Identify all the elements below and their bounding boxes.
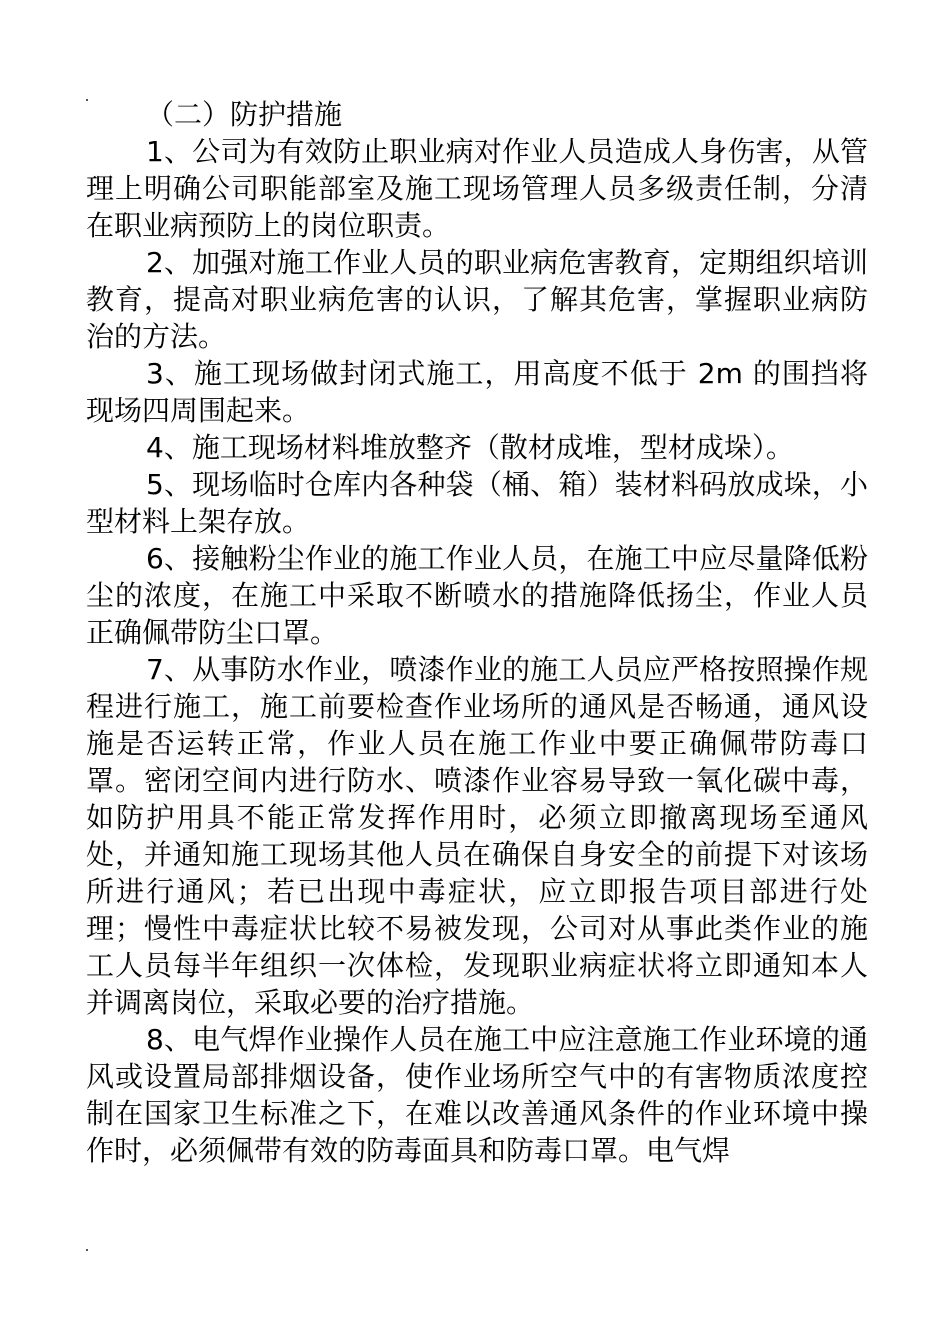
paragraph-3: 3、施工现场做封闭式施工，用高度不低于 2m 的围挡将现场四周围起来。 [86, 357, 868, 427]
bottom-margin-mark [86, 1249, 88, 1251]
paragraph-1: 1、公司为有效防止职业病对作业人员造成人身伤害，从管理上明确公司职能部室及施工现场管理人员多级责任制，分清在职业病预防上的岗位职责。 [86, 135, 868, 242]
paragraph-2: 2、加强对施工作业人员的职业病危害教育，定期组织培训教育，提高对职业病危害的认识，了解其危害，掌握职业病防治的方法。 [86, 246, 868, 353]
section-heading: （二）防护措施 [146, 98, 343, 131]
paragraph-5: 5、现场临时仓库内各种袋（桶、箱）装材料码放成垛，小型材料上架存放。 [86, 468, 868, 538]
paragraph-8: 8、电气焊作业操作人员在施工中应注意施工作业环境的通风或设置局部排烟设备，使作业场所空气中的有害物质浓度控制在国家卫生标准之下，在难以改善通风条件的作业环境中操作时，必须佩带有效的防毒面具和防毒口罩。电气焊 [86, 1023, 868, 1167]
paragraph-4: 4、施工现场材料堆放整齐（散材成堆，型材成垛）。 [146, 431, 794, 464]
paragraph-6: 6、接触粉尘作业的施工作业人员，在施工中应尽量降低粉尘的浓度，在施工中采取不断喷水的措施降低扬尘，作业人员正确佩带防尘口罩。 [86, 542, 868, 649]
paragraph-7: 7、从事防水作业，喷漆作业的施工人员应严格按照操作规程进行施工，施工前要检查作业场所的通风是否畅通，通风设施是否运转正常，作业人员在施工作业中要正确佩带防毒口罩。密闭空间内进行防水、喷漆作业容易导致一氧化碳中毒，如防护用具不能正常发挥作用时，必须立即撤离现场至通风处，并通知施工现场其他人员在确保自身安全的前提下对该场所进行通风；若已出现中毒症状，应立即报告项目部进行处理；慢性中毒症状比较不易被发现，公司对从事此类作业的施工人员每半年组织一次体检，发现职业病症状将立即通知本人并调离岗位，采取必要的治疗措施。 [86, 653, 868, 1019]
document-page [86, 96, 868, 1169]
